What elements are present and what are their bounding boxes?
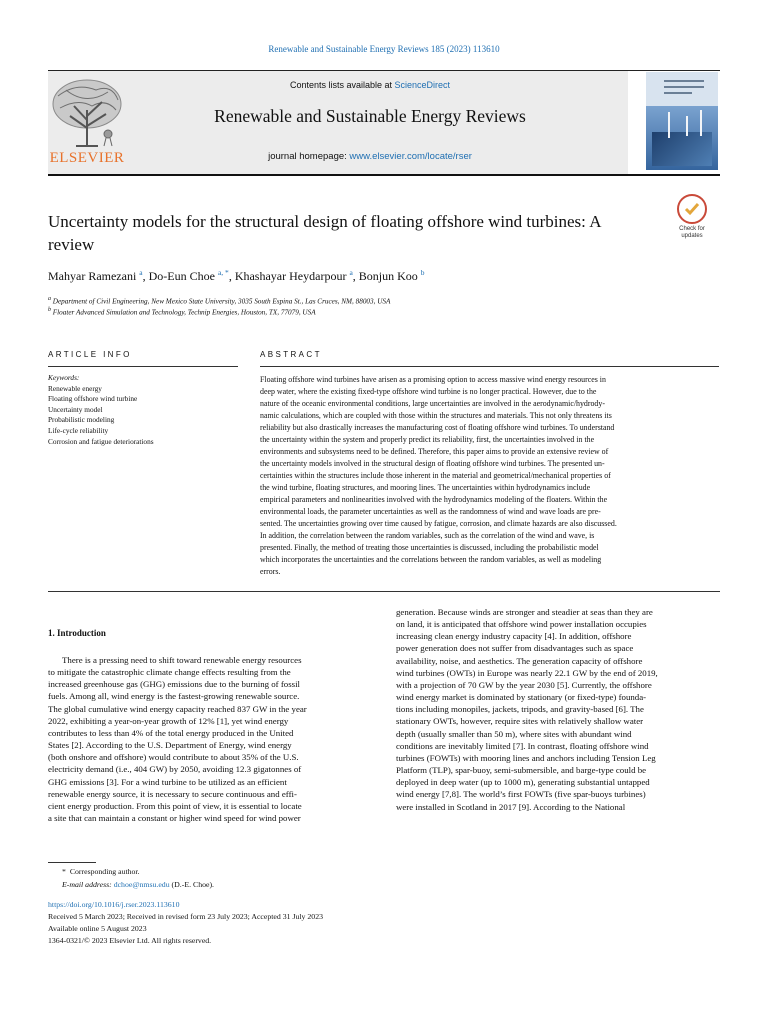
affiliation-mark: b [48,307,51,313]
author-name[interactable]: Mahyar Ramezani [48,269,137,283]
abstract-line: nature of the oceanic environmental conditions, large uncertainties are involved in the aerodynamic/hydrody- [260,399,605,408]
abstract-line: deep water, where the existing fixed-type offshore wind turbine is no longer practical. However, due to the [260,387,597,396]
abstract-line: the uncertainty models involved in the structural design of floating offshore wind turbines. The presented un- [260,459,605,468]
keyword: Renewable energy [48,383,102,393]
intro-right-column [396,606,719,813]
abstract-line: sented. The uncertainties growing over time caused by fatigue, corrosion, and climate hazards are also discussed. [260,519,617,528]
abstract-heading: ABSTRACT [260,350,322,359]
section-heading-introduction: 1. Introduction [48,628,106,638]
keyword: Floating offshore wind turbine [48,394,138,404]
body-line: wind energy market is dominated by stationary (or fixed-type) founda- [396,692,647,703]
body-line: with a projection of 70 GW by the year 2030 [5]. Currently, the offshore [396,679,652,690]
doi-link[interactable]: https://doi.org/10.1016/j.rser.2023.113610 [48,900,180,909]
sciencedirect-link[interactable]: ScienceDirect [394,80,451,90]
publisher-wordmark: ELSEVIER [49,150,125,166]
author-affiliation-mark[interactable]: a [349,268,353,277]
body-line: a site that can maintain a constant or higher wind speed for wind power [48,813,301,824]
body-line: to mitigate the catastrophic climate change effects resulting from the [48,667,291,678]
body-line: deployed in deep water (up to 1000 m), generating substantial untapped [396,777,650,788]
author-name[interactable]: Khashayar Heydarpour [234,269,347,283]
body-line: increasing clean energy industry capacity [4]. In addition, offshore [396,631,632,642]
abstract-line: errors. [260,567,281,576]
body-line: turbines (FOWTs) with mooring lines and anchors including Tension Leg [396,752,656,763]
affiliation-text: Department of Civil Engineering, New Mexico State University, 3035 South Espina St., Las Cruces, NM, 88003, USA [52,297,391,306]
body-line: 2022, exhibiting a year-on-year growth of 12% [1], yet wind energy [48,715,289,726]
cover-title-area [646,72,718,106]
body-line: contributes to less than 4% of the total energy produced in the United [48,727,294,738]
received-dates: Received 5 March 2023; Received in revised form 23 July 2023; Accepted 31 July 2023 [48,912,323,921]
journal-cover-thumbnail[interactable] [646,72,718,170]
header-bottom-rule [48,174,720,176]
homepage-line [200,151,540,162]
keyword: Probabilistic modeling [48,415,115,425]
body-line: wind energy [7,8]. The world’s first FOWTs (five spar-buoys turbines) [396,789,646,800]
body-line: (both onshore and offshore) would contribute to about 35% of the U.S. [48,752,299,763]
body-line: There is a pressing need to shift toward renewable energy resources [62,655,302,665]
body-line: stationary OWTs, however, require sites with relatively shallow water [396,716,644,727]
keyword: Corrosion and fatigue deteriorations [48,436,154,446]
body-line: cient energy production. From this point of view, it is essential to locate [48,800,302,811]
cover-turbine [668,112,670,138]
homepage-link[interactable]: www.elsevier.com/locate/rser [349,151,472,162]
abstract-line: In addition, the correlation between the random variables, such as the correlation of the wind and wave, is [260,531,595,540]
body-line: on land, it is anticipated that offshore wind power installation occupies [396,619,647,630]
abstract-line: which incorporates the uncertainties and the correlations between the random variables, as well as modeling [260,555,602,564]
body-line: tions including monopiles, jackets, tripods, and gravity-based [6]. The [396,704,644,715]
crossmark-label: Check for updates [679,226,705,239]
abstract-line: certainties within the structures include those inherent in the material and geometrical/mechanical properties of [260,471,611,480]
email-link[interactable]: dchoe@nmsu.edu [113,880,170,889]
homepage-prefix: journal homepage: [268,151,350,162]
author-affiliation-mark[interactable]: a, * [217,268,229,277]
body-line: were installed in Scotland in 2017 [9]. According to the National [396,801,626,812]
abstract-line: namic calculations, which are coupled with those within the structures and materials. This not only threatens its [260,411,612,420]
body-line: Platform (TLP), spar-buoy, semi-submersible, and barge-type could be [396,765,647,776]
body-line: GHG emissions [3]. For a wind turbine to be utilized as an efficient [48,776,287,787]
body-line: fuels. Among all, wind energy is the fastest-growing renewable source. [48,691,300,702]
keywords-label: Keywords: [48,373,80,382]
corresponding-text: Corresponding author. [69,867,140,876]
corresponding-mark: * [62,867,66,876]
cover-solar-panel [652,132,712,166]
body-line: conditions are inevitably limited [7]. In contrast, floating offshore wind [396,740,649,751]
author-affiliation-mark[interactable]: a [139,268,143,277]
body-line: States [2]. According to the U.S. Department of Energy, wind energy [48,740,292,751]
contents-prefix: Contents lists available at [289,80,395,90]
body-line: availability, noise, and aesthetics. The generation capacity of offshore [396,655,643,666]
abstract-line: environmental loads, the parameter uncertainties as well as the randomness of wind and wave loads are pre- [260,507,601,516]
contents-line [200,80,540,90]
copyright-line: 1364-0321/© 2023 Elsevier Ltd. All rights reserved. [48,936,212,945]
author-name[interactable]: Do-Eun Choe [148,269,215,283]
cover-turbine [686,116,688,136]
footnote-rule [48,862,96,863]
affiliation-mark: a [48,296,51,302]
abstract-line: presented. Finally, the method of treating those uncertainties is discussed, including the probabilistic model [260,543,599,552]
intro-left-column [48,654,374,824]
abstract-line: the wind turbine, floating structures, and mooring lines. The uncertainties within hydrodynamics include [260,483,591,492]
abstract-rule [260,366,719,367]
abstract-line: the uncertainty within the system and properly predict its reliability, first, the uncertainties involved in the [260,435,595,444]
abstract-line: reliability but also drastically increases the manufacturing cost of floating offshore wind turbines. To understand [260,423,615,432]
body-line: generation. Because winds are stronger and steadier at seas than they are [396,607,653,617]
body-line: power generation does not suffer from disadvantages such as space [396,643,634,654]
abstract-line: empirical parameters and nonlinearities involved with the hydrodynamics modeling of the floaters. Within the [260,495,608,504]
abstract-line: environments and subsystems need to be defined. Therefore, this paper aims to provide an extensive review of [260,447,609,456]
email-label: E-mail address: [62,880,112,889]
author-name[interactable]: Bonjun Koo [358,269,418,283]
cover-turbine [700,110,702,136]
body-line: The global cumulative wind energy capacity reached 837 GW in the year [48,703,307,714]
body-line: increased greenhouse gas (GHG) emissions due to the burning of fossil [48,679,300,690]
corresponding-author-note [62,866,140,878]
article-info-rule [48,366,238,367]
affiliation [48,296,688,305]
affiliation-text: Floater Advanced Simulation and Technology, Technip Energies, Houston, TX, 77079, USA [52,308,316,317]
header-top-rule [48,70,720,71]
body-line: electricity demand (i.e., 404 GW) by 2050, avoiding 12.3 gigatonnes of [48,764,302,775]
article-info-heading: ARTICLE INFO [48,350,132,359]
author-list: Mahyar Ramezani $^a$, Do-Eun Choe $^{a, *}$, Khashayar Heydarpour $^a$, Bonjun Koo $^b$ [48,268,425,283]
keyword: Uncertainty model [48,404,103,414]
online-date: Available online 5 August 2023 [48,924,147,933]
body-line: depth (usually smaller than 50 m), where sites with abundant wind [396,728,632,739]
author-affiliation-mark[interactable]: b [420,268,425,277]
body-line: renewable energy source, it is necessary to secure continuous and effi- [48,788,297,799]
crossmark-icon [677,194,707,224]
journal-name: Renewable and Sustainable Energy Reviews [214,106,526,126]
journal-reference[interactable]: Renewable and Sustainable Energy Reviews 185 (2023) 113610 [268,44,500,54]
keyword: Life-cycle reliability [48,425,109,435]
article-title: Uncertainty models for the structural design of floating offshore wind turbines: A review [48,212,601,254]
body-separator-rule [48,591,720,592]
check-for-updates-badge[interactable] [675,194,709,240]
email-suffix: (D.-E. Choe). [169,880,214,889]
abstract-text [260,374,719,578]
email-note [62,879,214,891]
body-line: wind turbines (OWTs) in Europe was nearly 22.1 GW by the end of 2019, [396,667,658,678]
affiliation [48,307,688,316]
abstract-line: Floating offshore wind turbines have arisen as a promising option to access massive wind energy resources in [260,375,606,384]
keywords-block [48,373,238,447]
